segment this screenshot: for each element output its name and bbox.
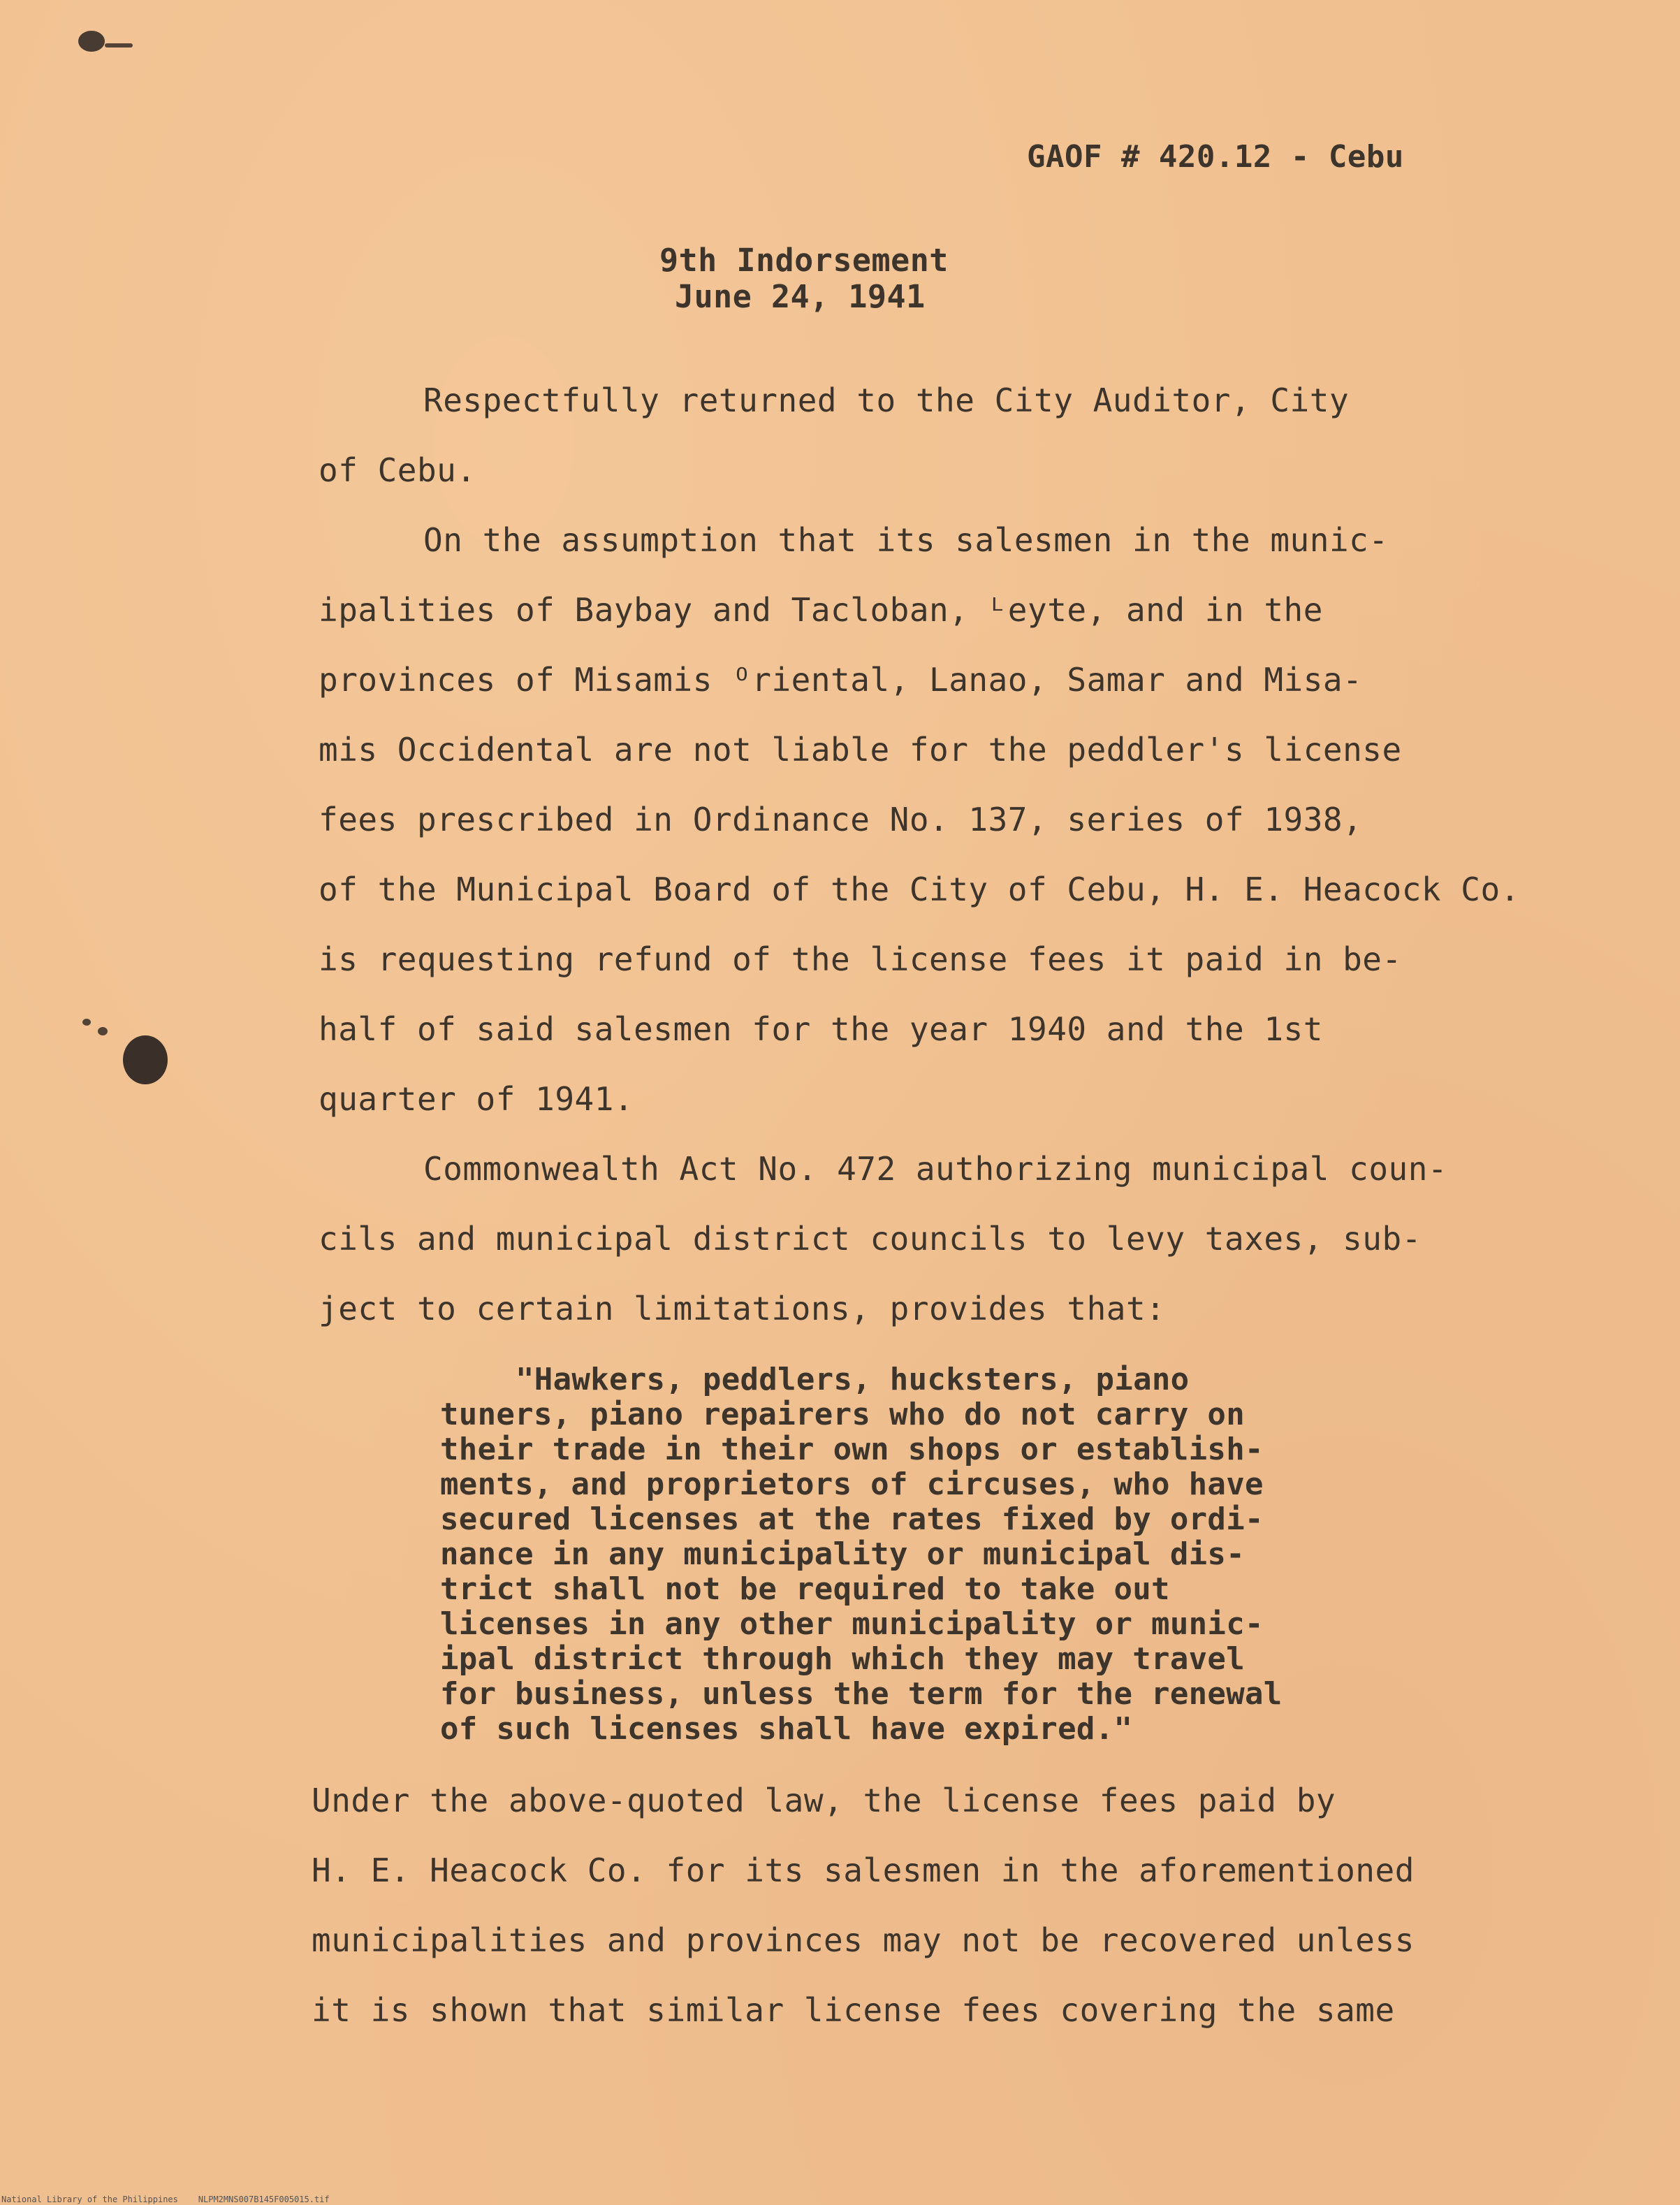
body-line: is requesting refund of the license fees it paid in be- [319, 940, 1402, 978]
body-line: Respectfully returned to the City Auditor, City [423, 381, 1350, 419]
body-line: of Cebu. [319, 451, 476, 489]
closing-line: municipalities and provinces may not be recovered unless [312, 1921, 1415, 1959]
body-line: provinces of Misamis ᴼriental, Lanao, Samar and Misa- [319, 661, 1363, 699]
quote-line: trict shall not be required to take out [440, 1571, 1170, 1607]
body-line: of the Municipal Board of the City of Cebu, H. E. Heacock Co. [319, 871, 1520, 908]
ink-blot-left-margin [123, 1035, 168, 1084]
scan-footer [1, 2195, 330, 2204]
body-line: half of said salesmen for the year 1940 and the 1st [319, 1010, 1323, 1048]
quote-line: their trade in their own shops or establish- [440, 1432, 1264, 1467]
ink-blot-top-left [78, 31, 105, 52]
closing-line: H. E. Heacock Co. for its salesmen in the aforementioned [312, 1851, 1415, 1889]
body-line: cils and municipal district councils to levy taxes, sub- [319, 1220, 1422, 1258]
body-line: ipalities of Baybay and Tacloban, ᴸeyte, and in the [319, 591, 1323, 629]
quote-line: ipal district through which they may travel [440, 1641, 1245, 1677]
body-line: fees prescribed in Ordinance No. 137, series of 1938, [319, 801, 1363, 838]
body-line: On the assumption that its salesmen in the munic- [423, 521, 1389, 559]
closing-line: it is shown that similar license fees covering the same [312, 1991, 1395, 2029]
quote-line: ments, and proprietors of circuses, who have [440, 1467, 1264, 1502]
footer-library: National Library of the Philippines [1, 2195, 178, 2204]
quote-line: nance in any municipality or municipal dis- [440, 1536, 1245, 1572]
reference-number: GAOF # 420.12 - Cebu [1027, 139, 1404, 175]
body-line: Commonwealth Act No. 472 authorizing municipal coun- [423, 1150, 1448, 1188]
quote-line: tuners, piano repairers who do not carry on [440, 1397, 1245, 1432]
ink-dot-left-margin-2 [98, 1027, 108, 1035]
quote-line: of such licenses shall have expired." [440, 1711, 1133, 1747]
closing-line: Under the above-quoted law, the license fees paid by [312, 1782, 1336, 1819]
indorsement-date: June 24, 1941 [675, 278, 926, 315]
body-line: mis Occidental are not liable for the peddler's license [319, 731, 1402, 769]
ink-mark-top-left [105, 43, 133, 48]
footer-file-id: NLPM2MNS007B145F005015.tif [198, 2195, 330, 2204]
quote-line: "Hawkers, peddlers, hucksters, piano [516, 1362, 1190, 1397]
body-line: quarter of 1941. [319, 1080, 634, 1118]
ink-dot-left-margin [82, 1019, 91, 1026]
indorsement-title: 9th Indorsement [659, 242, 949, 279]
quote-line: secured licenses at the rates fixed by ordi- [440, 1501, 1264, 1537]
quote-line: licenses in any other municipality or munic- [440, 1606, 1264, 1642]
quote-line: for business, unless the term for the renewal [440, 1676, 1283, 1712]
body-line: ject to certain limitations, provides that: [319, 1290, 1166, 1327]
